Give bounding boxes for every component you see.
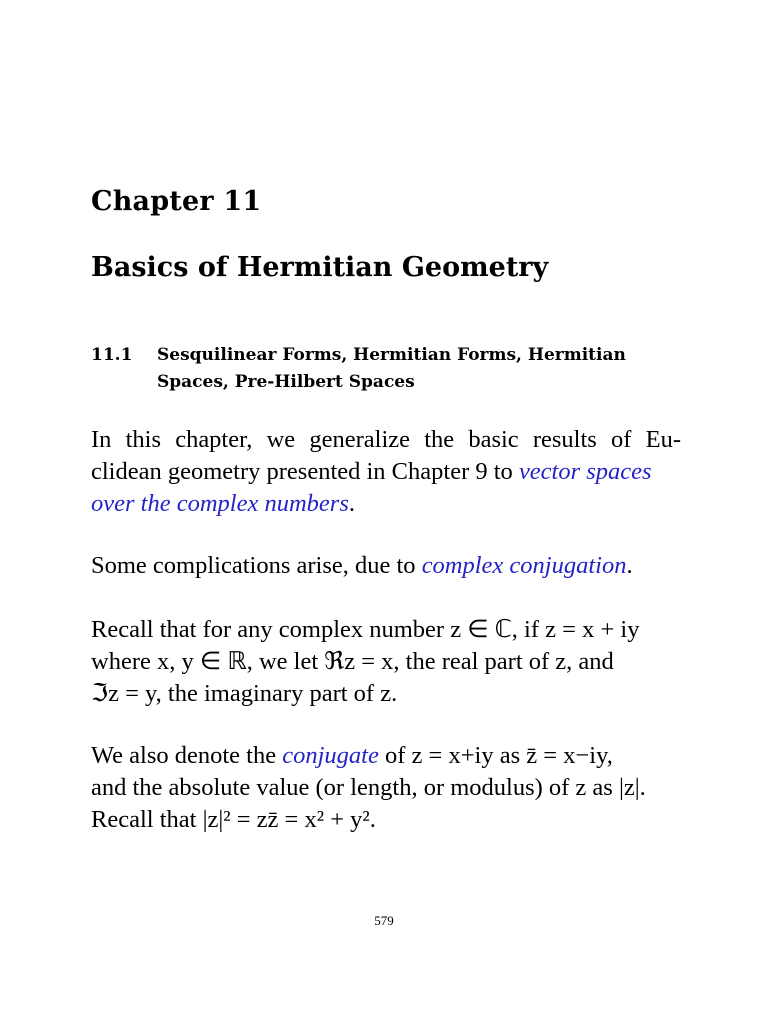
paragraph-text: We also denote the (91, 742, 283, 769)
paragraph-line (91, 456, 681, 488)
section-title (157, 342, 679, 396)
link-over-complex-numbers[interactable]: over the complex numbers (91, 490, 349, 517)
paragraph-line (91, 550, 681, 582)
paragraph-complications (91, 550, 681, 582)
link-complex-conjugation[interactable]: complex conjugation (421, 552, 627, 579)
paragraph-line: In this chapter, we generalize the basic results of Eu- (91, 426, 681, 453)
paragraph-line: Recall that |z|² = zz̄ = x² + y². (91, 806, 376, 833)
paragraph-line (91, 488, 681, 520)
paragraph-line (91, 740, 681, 772)
paragraph-conjugate (91, 740, 681, 836)
chapter-label: Chapter 11 (91, 186, 262, 217)
section-title-line-2: Spaces, Pre-Hilbert Spaces (157, 372, 415, 392)
paragraph-line: where x, y ∈ ℝ, we let ℜz = x, the real part of z, and (91, 648, 614, 675)
paragraph-recall-complex (91, 614, 681, 710)
link-conjugate[interactable]: conjugate (282, 742, 379, 769)
paragraph-text: of z = x+iy as z̄ = x−iy, (378, 742, 613, 769)
section-number: 11.1 (91, 345, 133, 365)
paragraph-line: and the absolute value (or length, or modulus) of z as |z|. (91, 774, 646, 801)
chapter-title: Basics of Hermitian Geometry (91, 252, 549, 283)
paragraph-text: clidean geometry presented in Chapter 9 to (91, 458, 519, 485)
paragraph-line: ℑz = y, the imaginary part of z. (91, 680, 398, 707)
page-number: 579 (374, 913, 394, 928)
paragraph-line: Recall that for any complex number z ∈ ℂ, if z = x + iy (91, 616, 640, 643)
link-vector-spaces[interactable]: vector spaces (518, 458, 652, 485)
section-title-line-1: Sesquilinear Forms, Hermitian Forms, Hermitian (157, 345, 626, 365)
paragraph-intro (91, 424, 681, 520)
paragraph-text: . (348, 490, 355, 517)
paragraph-text: . (626, 552, 633, 579)
paragraph-text: Some complications arise, due to (91, 552, 422, 579)
